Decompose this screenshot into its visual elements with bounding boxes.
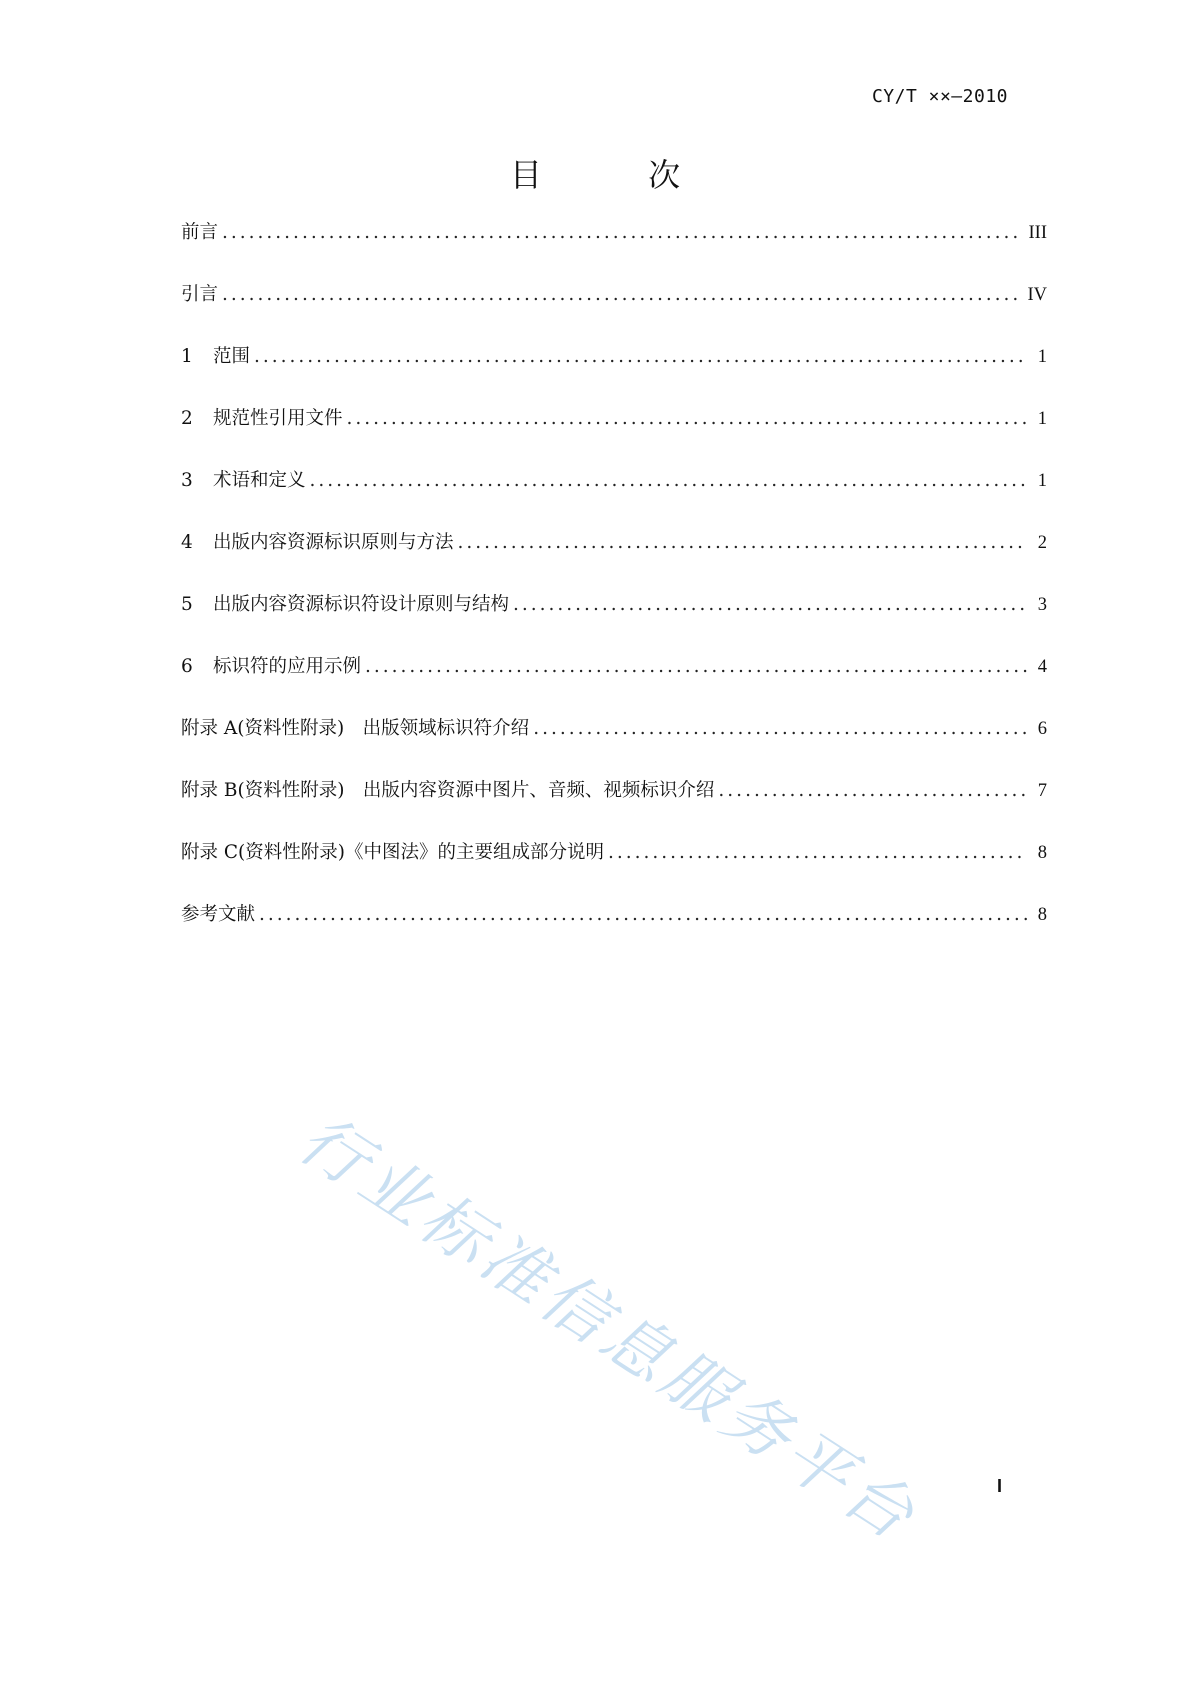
dot-leader bbox=[718, 778, 1027, 804]
toc-entry-label: 前言 bbox=[181, 222, 219, 243]
toc-entry-number: 2 bbox=[181, 408, 193, 429]
toc-entry-bibliography[interactable] bbox=[181, 902, 1047, 964]
toc-entry-annex-a[interactable] bbox=[181, 716, 1047, 778]
toc-entry-page: 6 bbox=[1037, 719, 1047, 739]
toc-entry-page: 1 bbox=[1037, 409, 1047, 429]
toc-entry-annex-b[interactable] bbox=[181, 778, 1047, 840]
page-number: I bbox=[996, 1476, 1002, 1496]
toc-entry-number: 4 bbox=[181, 532, 193, 553]
toc-entry-page: 1 bbox=[1037, 347, 1047, 367]
toc-entry-label: 附录 A(资料性附录) 出版领域标识符介绍 bbox=[181, 718, 530, 739]
toc-entry-number: 5 bbox=[181, 594, 193, 615]
toc-entry-label: 参考文献 bbox=[181, 904, 256, 925]
toc-entry-label: 附录 C(资料性附录)《中图法》的主要组成部分说明 bbox=[181, 842, 604, 863]
toc-entry-terms[interactable] bbox=[181, 468, 1047, 530]
dot-leader bbox=[222, 282, 1019, 308]
toc-entry-page: 1 bbox=[1037, 471, 1047, 491]
document-code: CY/T ××—2010 bbox=[871, 86, 1008, 107]
dot-leader bbox=[365, 654, 1027, 680]
toc-entry-label: 术语和定义 bbox=[213, 470, 306, 491]
table-of-contents bbox=[181, 220, 1047, 964]
toc-entry-number: 1 bbox=[181, 346, 193, 367]
toc-entry-number: 3 bbox=[181, 470, 193, 491]
toc-entry-label: 附录 B(资料性附录) 出版内容资源中图片、音频、视频标识介绍 bbox=[181, 780, 715, 801]
toc-entry-normative-references[interactable] bbox=[181, 406, 1047, 468]
toc-entry-label: 引言 bbox=[181, 284, 219, 305]
toc-entry-page: 8 bbox=[1037, 843, 1047, 863]
toc-entry-page: 4 bbox=[1037, 657, 1047, 677]
toc-entry-label: 规范性引用文件 bbox=[213, 408, 343, 429]
toc-entry-label: 范围 bbox=[213, 346, 251, 367]
dot-leader bbox=[222, 220, 1021, 246]
toc-entry-annex-c[interactable] bbox=[181, 840, 1047, 902]
toc-entry-page: 2 bbox=[1037, 533, 1047, 553]
page-title: 目 次 bbox=[509, 156, 729, 194]
toc-entry-scope[interactable] bbox=[181, 344, 1047, 406]
toc-entry-page: 3 bbox=[1037, 595, 1047, 615]
dot-leader bbox=[533, 716, 1027, 742]
toc-entry-identifier-design[interactable] bbox=[181, 592, 1047, 654]
dot-leader bbox=[347, 406, 1027, 432]
toc-entry-page: IV bbox=[1027, 285, 1047, 305]
toc-entry-principles[interactable] bbox=[181, 530, 1047, 592]
dot-leader bbox=[310, 468, 1027, 494]
toc-entry-introduction[interactable] bbox=[181, 282, 1047, 344]
dot-leader bbox=[513, 592, 1027, 618]
watermark-text: 行业标准信息服务平台 bbox=[285, 1100, 932, 1557]
toc-entry-page: III bbox=[1028, 223, 1047, 243]
dot-leader bbox=[254, 344, 1027, 370]
dot-leader bbox=[458, 530, 1027, 556]
toc-entry-number: 6 bbox=[181, 656, 193, 677]
dot-leader bbox=[608, 840, 1027, 866]
toc-entry-examples[interactable] bbox=[181, 654, 1047, 716]
toc-entry-page: 8 bbox=[1037, 905, 1047, 925]
toc-entry-page: 7 bbox=[1037, 781, 1047, 801]
toc-entry-label: 出版内容资源标识原则与方法 bbox=[213, 532, 454, 553]
toc-entry-label: 标识符的应用示例 bbox=[213, 656, 362, 677]
dot-leader bbox=[259, 902, 1027, 928]
toc-entry-label: 出版内容资源标识符设计原则与结构 bbox=[213, 594, 510, 615]
toc-entry-foreword[interactable] bbox=[181, 220, 1047, 282]
